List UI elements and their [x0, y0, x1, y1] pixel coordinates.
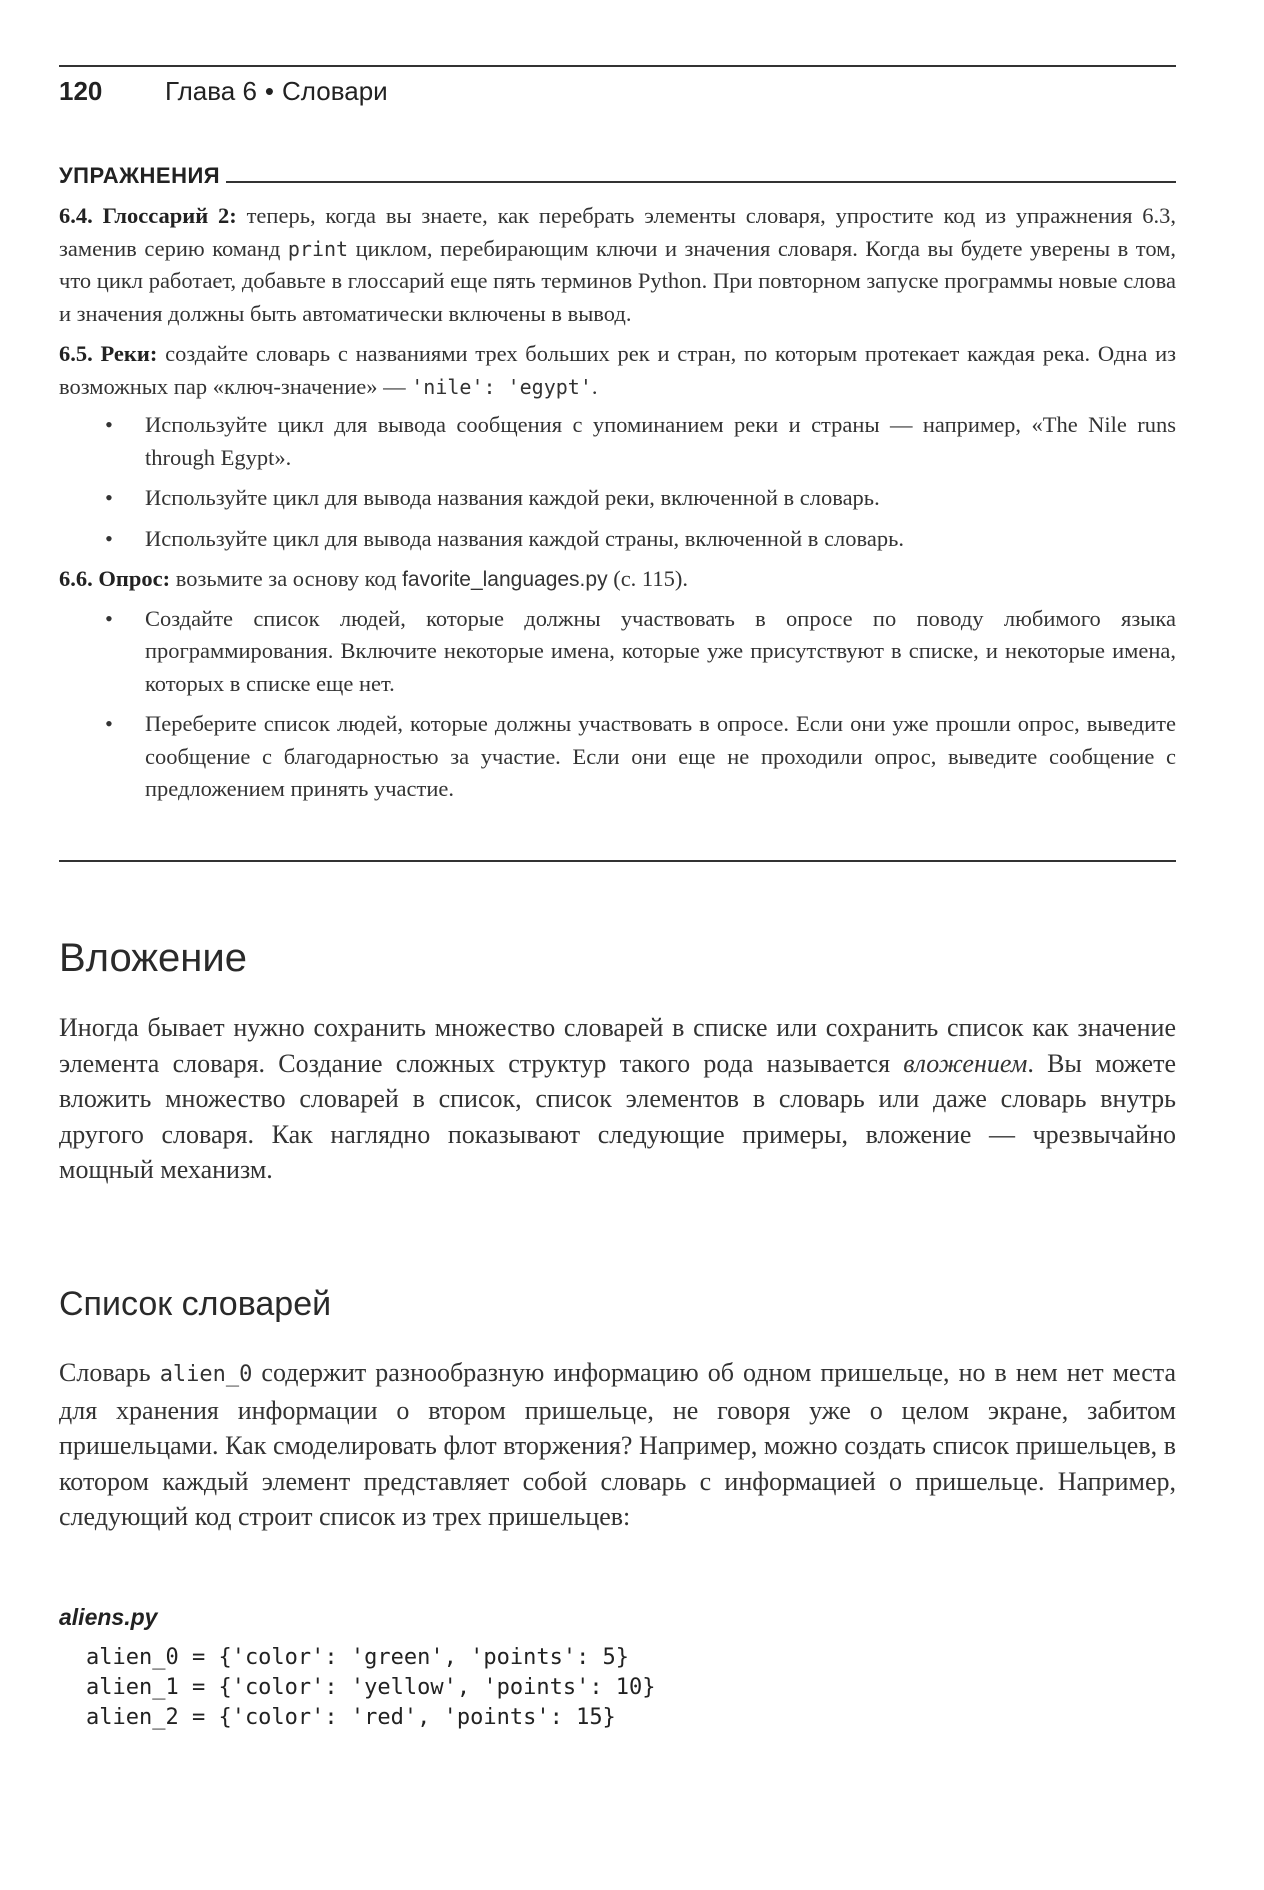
- chapter-label: Глава 6: [165, 76, 257, 106]
- section-heading-list-of-dicts: Список словарей: [59, 1285, 332, 1323]
- exercises-title-rule: [226, 181, 1176, 183]
- nesting-paragraph: [59, 1010, 1176, 1188]
- code-line: alien_2 = {'color': 'red', 'points': 15}: [86, 1705, 616, 1730]
- exercise-6-5: [59, 338, 1176, 403]
- nesting-text-cont: . Вы можете вложить множество словарей в список, список элементов в словарь или даже словарь внутрь другого словаря. Как наглядно показывают следующие примеры, вложение — чрезвычайно мощный механизм.: [59, 1048, 1176, 1184]
- list-text-cont: содержит разнообразную информацию об одном пришельце, но в нем нет места для хранения информации о втором пришельце, не говоря уже о целом экране, забитом пришельцами. Как смоделировать флот вторжения? Например, можно создать список пришельцев, в котором каждый элемент представляет собой словарь с информацией о пришельце. Например, следующий код строит список из трех пришельцев:: [59, 1358, 1176, 1531]
- list-item: • Используйте цикл для вывода названия каждой страны, включенной в словарь.: [145, 523, 1176, 556]
- exercise-6-5-text: создайте словарь с названиями трех больших рек и стран, по которым протекает каждая река. Одна из возможных пар «ключ-значение» —: [59, 341, 1176, 399]
- exercise-6-6-label: 6.6. Опрос:: [59, 566, 171, 591]
- list-item: • Используйте цикл для вывода названия каждой реки, включенной в словарь.: [145, 482, 1176, 515]
- page-number: 120: [59, 76, 103, 106]
- exercise-6-4-text: теперь, когда вы знаете, как перебрать элементы словаря, упростите код из упражнения 6.3, заменив серию команд: [59, 203, 1176, 261]
- exercise-6-6-bullets: [59, 603, 1176, 806]
- inline-code: alien_0: [159, 1362, 253, 1387]
- exercises-bottom-rule: [59, 860, 1176, 862]
- list-item: • Переберите список людей, которые должны участвовать в опросе. Если они уже прошли опрос, выведите сообщение с благодарностью за участие. Если они еще не проходили опрос, выведите сообщение с предложением принять участие.: [145, 708, 1176, 806]
- list-of-dicts-paragraph: [59, 1355, 1176, 1535]
- code-line: alien_1 = {'color': 'yellow', 'points': 10}: [86, 1675, 656, 1700]
- code-line: alien_0 = {'color': 'green', 'points': 5}: [86, 1645, 630, 1670]
- exercise-6-4-text-cont: циклом, перебирающим ключи и значения словаря. Когда вы будете уверены в том, что цикл работает, добавьте в глоссарий еще пять терминов Python. При повторном запуске программы новые слова и значения должны быть автоматически включены в вывод.: [59, 235, 1177, 326]
- exercises-body: [59, 200, 1176, 814]
- section-heading-nesting: Вложение: [59, 936, 247, 980]
- exercise-6-4-label: 6.4. Глоссарий 2:: [59, 203, 237, 228]
- inline-code: 'nile': 'egypt': [411, 374, 592, 399]
- exercise-6-6-text: возьмите за основу код: [170, 566, 403, 591]
- inline-code: print: [287, 236, 349, 261]
- exercise-6-4: [59, 200, 1176, 330]
- exercise-6-5-label: 6.5. Реки:: [59, 341, 158, 366]
- nesting-text: Иногда бывает нужно сохранить множество словарей в списке или сохранить список как значение элемента словаря. Создание сложных структур такого рода называется: [59, 1013, 1176, 1078]
- exercises-title: УПРАЖНЕНИЯ: [59, 163, 221, 188]
- list-item: • Используйте цикл для вывода сообщения с упоминанием реки и страны — например, «The Nile runs through Egypt».: [145, 409, 1176, 474]
- list-text: Словарь: [59, 1358, 160, 1387]
- exercise-6-6-text-cont: (с. 115).: [607, 566, 688, 591]
- running-header: [59, 76, 388, 110]
- exercise-6-5-text-cont: .: [591, 373, 598, 399]
- code-block: [86, 1643, 656, 1733]
- exercises-title-row: [59, 161, 1176, 189]
- exercise-6-5-bullets: [59, 409, 1176, 555]
- header-separator: •: [264, 76, 275, 106]
- list-item: • Создайте список людей, которые должны участвовать в опросе по поводу любимого языка программирования. Включите некоторые имена, которые уже присутствуют в списке, и некоторые имена, которых в списке еще нет.: [145, 603, 1176, 701]
- code-file-label: aliens.py: [59, 1604, 158, 1630]
- nesting-term: вложением: [903, 1048, 1028, 1078]
- header-top-rule: [59, 65, 1176, 67]
- chapter-title: Словари: [282, 76, 388, 106]
- exercise-6-6: [59, 563, 1176, 597]
- file-name: favorite_languages.py: [402, 568, 608, 591]
